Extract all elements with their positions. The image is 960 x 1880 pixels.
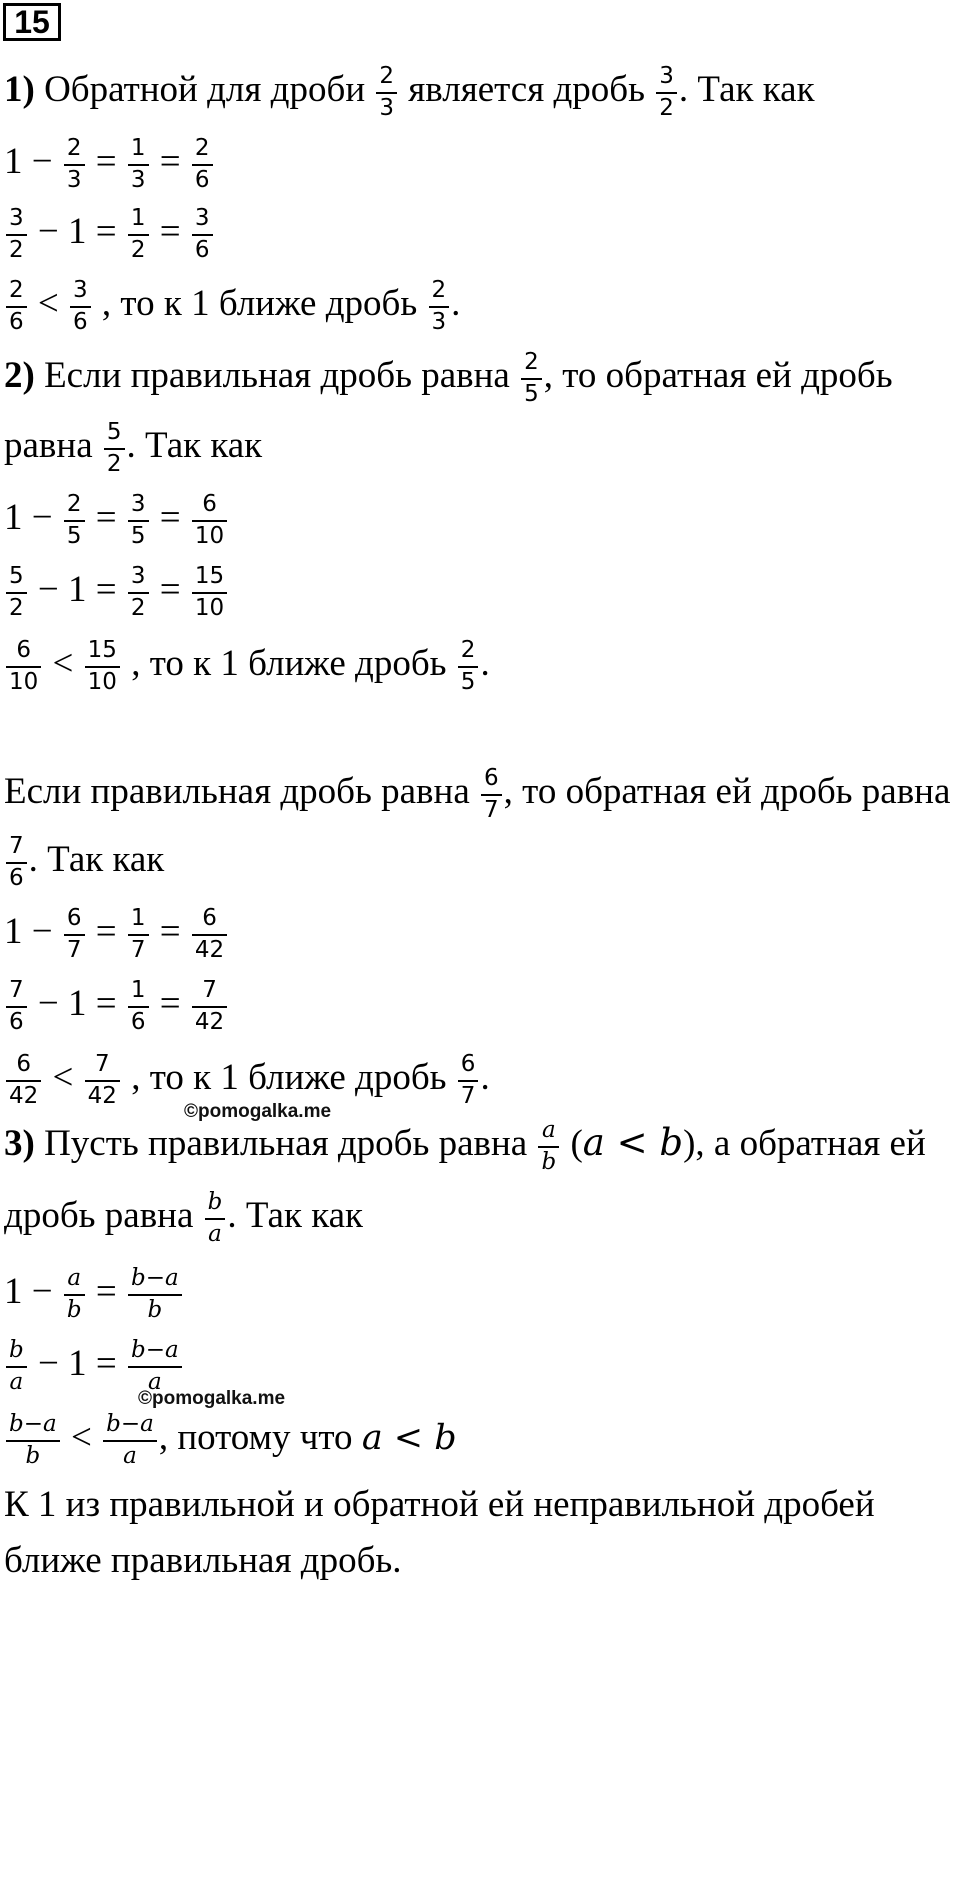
- p1-label: 1): [4, 69, 35, 111]
- numerator: 3: [656, 64, 677, 94]
- math-text: =: [150, 569, 190, 611]
- p1-intro: 1) Обратной для дроби $\frac{2}{3}$ является дробь $\frac{3}{2}$ . Так как: [4, 63, 815, 121]
- numerator: 2: [192, 136, 213, 166]
- fraction: [103, 1412, 157, 1470]
- math-text: =: [150, 141, 190, 183]
- denominator: 6: [9, 308, 24, 335]
- denominator: 2: [130, 236, 146, 263]
- fraction: [6, 1052, 41, 1110]
- fraction: [128, 906, 149, 964]
- denominator: 10: [9, 668, 39, 695]
- math-text: .: [480, 643, 490, 685]
- denominator: 2: [106, 450, 122, 477]
- math-text: =: [86, 911, 126, 953]
- numerator: 15: [192, 564, 227, 594]
- numerator: 3: [128, 492, 149, 522]
- fraction: [6, 1338, 27, 1396]
- math-text: <: [28, 283, 69, 325]
- numerator: 2: [429, 278, 450, 308]
- math-text: =: [150, 983, 190, 1025]
- numerator: 2: [6, 278, 27, 308]
- p2b-equation-1: [4, 906, 229, 964]
- numerator: 3: [192, 206, 213, 236]
- fraction: [128, 978, 149, 1036]
- numerator: 6: [6, 1052, 41, 1082]
- math-text: 1 −: [4, 1271, 62, 1313]
- math-text: 1 −: [4, 497, 62, 539]
- denominator: a: [9, 1368, 24, 1395]
- fraction: [128, 1266, 182, 1324]
- denominator: b: [66, 1296, 82, 1323]
- math-text: − 1 =: [28, 211, 126, 253]
- denominator: 2: [130, 594, 146, 621]
- numerator: 6: [192, 906, 227, 936]
- denominator: 2: [9, 594, 24, 621]
- math-text: =: [150, 211, 190, 253]
- math-text: , потому что: [158, 1417, 362, 1459]
- p1-equation-1: [4, 136, 215, 194]
- denominator: 6: [73, 308, 88, 335]
- watermark: ©pomogalka.me: [184, 1101, 332, 1122]
- p1-comparison: [4, 278, 460, 336]
- math-text: , то к 1 ближе дробь: [92, 283, 427, 325]
- numerator: 1: [128, 978, 149, 1008]
- numerator: 5: [6, 564, 27, 594]
- fraction: [128, 136, 149, 194]
- math-text: 1 −: [4, 911, 62, 953]
- fraction: [458, 1052, 479, 1110]
- denominator: 7: [130, 936, 146, 963]
- fraction: [6, 1412, 60, 1470]
- denominator: 6: [130, 1008, 146, 1035]
- fraction: [192, 906, 227, 964]
- denominator: 5: [460, 668, 476, 695]
- denominator: 3: [130, 166, 146, 193]
- denominator: 5: [524, 380, 539, 407]
- fraction: [192, 978, 227, 1036]
- math-text: =: [86, 141, 126, 183]
- p3-intro: 3) Пусть правильная дробь равна $\frac{a}{b}$ (a < b), а обратная ей: [4, 1117, 926, 1175]
- denominator: 42: [87, 1082, 117, 1109]
- fraction: [481, 766, 502, 824]
- fraction: [128, 206, 149, 264]
- denominator: 10: [194, 522, 225, 549]
- denominator: 6: [194, 166, 210, 193]
- denominator: b: [25, 1442, 41, 1469]
- math-text: 1 −: [4, 141, 62, 183]
- denominator: a: [208, 1220, 222, 1247]
- denominator: 7: [66, 936, 82, 963]
- math-text: , то к 1 ближе дробь: [121, 1057, 456, 1099]
- denominator: 7: [460, 1082, 476, 1109]
- denominator: a: [123, 1442, 137, 1469]
- denominator: 10: [194, 594, 225, 621]
- fraction: [128, 1338, 182, 1396]
- numerator: b−a: [128, 1266, 182, 1296]
- p1-equation-2: [4, 206, 215, 264]
- fraction: [64, 906, 85, 964]
- denominator: 42: [194, 936, 225, 963]
- p3-conclusion-1: К 1 из правильной и обратной ей неправильной дробей: [4, 1484, 875, 1525]
- fraction: [429, 278, 450, 336]
- p3-conclusion-2: ближе правильная дробь.: [4, 1540, 402, 1581]
- p2-intro-cont: равна $\frac{5}{2}$ . Так как: [4, 419, 263, 477]
- math-text: − 1 =: [28, 569, 126, 611]
- p3-equation-1: [4, 1266, 184, 1324]
- fraction: [6, 638, 41, 696]
- numerator: 6: [192, 492, 227, 522]
- denominator: a: [147, 1368, 162, 1395]
- fraction: [85, 638, 120, 696]
- numerator: b−a: [103, 1412, 157, 1442]
- denominator: b: [147, 1296, 163, 1323]
- numerator: b: [205, 1190, 226, 1220]
- numerator: 2: [64, 492, 85, 522]
- math-text: − 1 =: [28, 1343, 126, 1385]
- numerator: 7: [6, 978, 27, 1008]
- denominator: 6: [194, 236, 210, 263]
- p2-equation-1: [4, 492, 229, 550]
- fraction: [192, 564, 227, 622]
- fraction: [192, 492, 227, 550]
- numerator: 1: [128, 906, 149, 936]
- p2b-intro: Если правильная дробь равна $\frac{6}{7}$ , то обратная ей дробь равна: [4, 765, 951, 823]
- denominator: 6: [9, 1008, 24, 1035]
- math-text: <: [61, 1417, 102, 1459]
- numerator: 2: [376, 64, 397, 94]
- denominator: 7: [484, 796, 499, 823]
- p2-label: 2): [4, 355, 35, 397]
- fraction: [6, 564, 27, 622]
- watermark: ©pomogalka.me: [138, 1388, 286, 1409]
- math-text: , то к 1 ближе дробь: [121, 643, 456, 685]
- numerator: 2: [521, 350, 542, 380]
- numerator: 6: [64, 906, 85, 936]
- p2-equation-2: [4, 564, 229, 622]
- fraction: [6, 206, 27, 264]
- math-text: =: [86, 497, 126, 539]
- numerator: a: [538, 1118, 559, 1148]
- numerator: 1: [128, 136, 149, 166]
- p2b-intro-cont: $\frac{7}{6}$ . Так как: [4, 834, 164, 892]
- denominator: b: [541, 1148, 557, 1175]
- fraction: [192, 206, 213, 264]
- denominator: 42: [9, 1082, 39, 1109]
- fraction: [128, 492, 149, 550]
- fraction: [6, 278, 27, 336]
- numerator: 1: [128, 206, 149, 236]
- math-text: .: [451, 283, 461, 325]
- denominator: 2: [9, 236, 24, 263]
- numerator: 15: [85, 638, 120, 668]
- p2-comparison: [4, 638, 490, 696]
- fraction: [6, 978, 27, 1036]
- fraction: [6, 834, 27, 892]
- numerator: 5: [104, 420, 125, 450]
- math-text: − 1 =: [28, 983, 126, 1025]
- denominator: 5: [66, 522, 82, 549]
- fraction: [128, 564, 149, 622]
- p2-intro: 2) Если правильная дробь равна $\frac{2}{5}$ , то обратная ей дробь: [4, 349, 893, 407]
- numerator: 3: [128, 564, 149, 594]
- fraction: [656, 64, 677, 122]
- denominator: 6: [9, 864, 24, 891]
- fraction: [538, 1118, 559, 1176]
- fraction: [521, 350, 542, 408]
- p3-intro-cont: дробь равна $\frac{b}{a}$ . Так как: [4, 1189, 364, 1247]
- p3-equation-2: [4, 1338, 184, 1396]
- fraction: [70, 278, 91, 336]
- numerator: 3: [70, 278, 91, 308]
- numerator: b: [6, 1338, 27, 1368]
- math-text: =: [150, 911, 190, 953]
- math-text: =: [86, 1271, 126, 1313]
- p2b-equation-2: [4, 978, 229, 1036]
- numerator: 2: [458, 638, 479, 668]
- fraction: [376, 64, 397, 122]
- fraction: [85, 1052, 120, 1110]
- fraction: [205, 1190, 226, 1248]
- numerator: 6: [6, 638, 41, 668]
- numerator: 7: [192, 978, 227, 1008]
- denominator: 2: [659, 94, 674, 121]
- fraction: [64, 492, 85, 550]
- math-text: .: [480, 1057, 490, 1099]
- numerator: 6: [481, 766, 502, 796]
- numerator: 7: [85, 1052, 120, 1082]
- math-text: <: [43, 643, 83, 685]
- p3-label: 3): [4, 1123, 35, 1165]
- fraction: [192, 136, 213, 194]
- fraction: [64, 1266, 85, 1324]
- p3-comparison: $\frac{b-a}{b}$ < $\frac{b-a}{a}$ , потому что a < b: [4, 1412, 457, 1470]
- numerator: 6: [458, 1052, 479, 1082]
- math-text: =: [150, 497, 190, 539]
- fraction: [104, 420, 125, 478]
- fraction: [458, 638, 479, 696]
- numerator: a: [64, 1266, 85, 1296]
- denominator: 5: [130, 522, 146, 549]
- math-text: <: [43, 1057, 83, 1099]
- denominator: 10: [87, 668, 117, 695]
- problem-number: 15: [3, 3, 61, 41]
- fraction: [64, 136, 85, 194]
- numerator: b−a: [6, 1412, 60, 1442]
- numerator: 3: [6, 206, 27, 236]
- denominator: 3: [379, 94, 395, 121]
- denominator: 3: [431, 308, 447, 335]
- denominator: 3: [66, 166, 82, 193]
- denominator: 42: [194, 1008, 225, 1035]
- numerator: b−a: [128, 1338, 182, 1368]
- numerator: 2: [64, 136, 85, 166]
- numerator: 7: [6, 834, 27, 864]
